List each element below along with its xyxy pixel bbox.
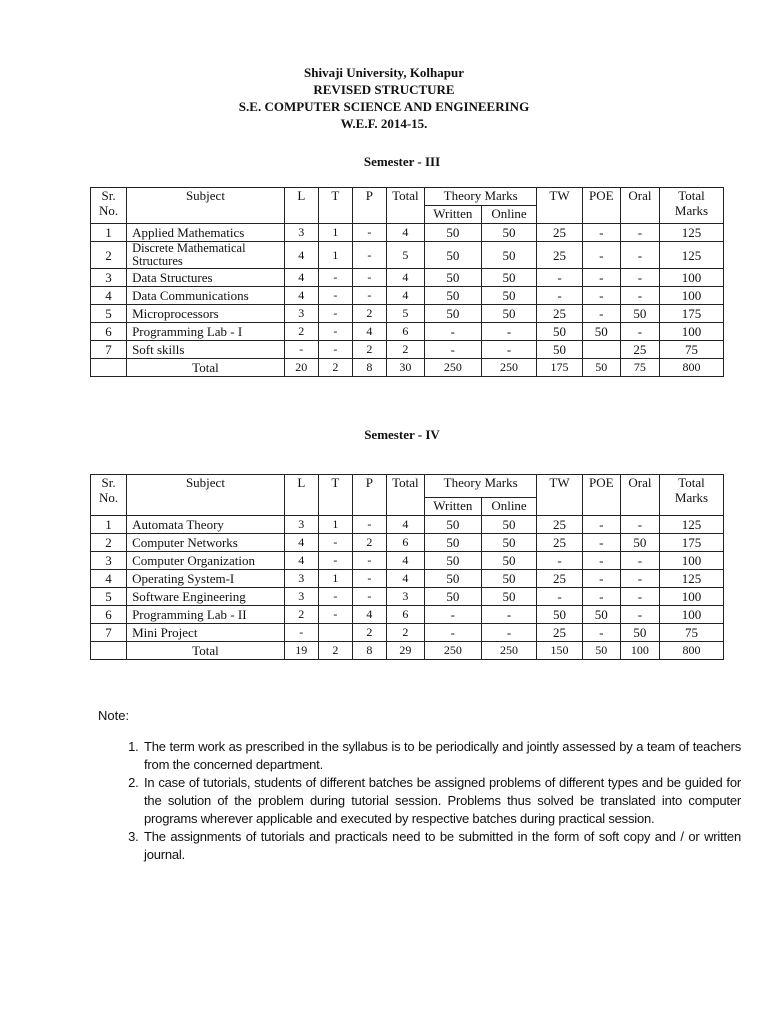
sr-cell: 1 bbox=[91, 516, 127, 534]
l-cell: 3 bbox=[284, 305, 318, 323]
oral-cell: 25 bbox=[620, 341, 659, 359]
p-cell: 2 bbox=[352, 624, 386, 642]
tw-cell: - bbox=[537, 588, 582, 606]
subject-cell: Data Structures bbox=[127, 269, 285, 287]
t-cell bbox=[318, 624, 352, 642]
p-cell: - bbox=[352, 224, 386, 242]
sr-cell: 5 bbox=[91, 305, 127, 323]
sr-no-header: Sr. No. bbox=[91, 188, 127, 224]
sr-cell: 6 bbox=[91, 323, 127, 341]
online-total: 250 bbox=[481, 359, 537, 377]
tw-cell: 25 bbox=[537, 534, 582, 552]
tw-cell: - bbox=[537, 269, 582, 287]
oral-cell: 50 bbox=[620, 534, 659, 552]
t-cell: - bbox=[318, 588, 352, 606]
poe-cell: - bbox=[582, 287, 620, 305]
l-cell: 4 bbox=[284, 552, 318, 570]
course-title: S.E. COMPUTER SCIENCE AND ENGINEERING bbox=[238, 99, 530, 114]
online-cell: 50 bbox=[481, 269, 537, 287]
sr-no-header: Sr. No. bbox=[91, 475, 127, 516]
note-label: Note: bbox=[98, 708, 130, 723]
t-total: 2 bbox=[318, 642, 352, 660]
total-header: Total bbox=[386, 188, 424, 224]
written-cell: 50 bbox=[424, 305, 481, 323]
note-item: 1. The term work as prescribed in the syllabus is to be periodically and jointly assessed by a team of teachers from the concerned department. bbox=[142, 738, 741, 774]
oral-cell: 50 bbox=[620, 305, 659, 323]
poe-header: POE bbox=[582, 475, 620, 516]
online-cell: 50 bbox=[481, 552, 537, 570]
subject-cell: Programming Lab - II bbox=[127, 606, 285, 624]
t-cell: 1 bbox=[318, 224, 352, 242]
sr-cell: 4 bbox=[91, 570, 127, 588]
theory-marks-header: Theory Marks bbox=[424, 475, 536, 498]
t-header: T bbox=[318, 188, 352, 224]
oral-cell: - bbox=[620, 552, 659, 570]
oral-cell: - bbox=[620, 516, 659, 534]
poe-total: 50 bbox=[582, 642, 620, 660]
online-cell: 50 bbox=[481, 224, 537, 242]
poe-cell: - bbox=[582, 516, 620, 534]
sr-cell: 1 bbox=[91, 224, 127, 242]
oral-cell: 50 bbox=[620, 624, 659, 642]
written-cell: 50 bbox=[424, 552, 481, 570]
total-cell: 6 bbox=[386, 606, 424, 624]
marks-cell: 125 bbox=[660, 224, 724, 242]
online-cell: - bbox=[481, 323, 537, 341]
table-row bbox=[91, 606, 724, 624]
table-row bbox=[91, 624, 724, 642]
marks-total: 800 bbox=[660, 642, 724, 660]
subject-cell: Automata Theory bbox=[127, 516, 285, 534]
oral-header: Oral bbox=[620, 188, 659, 224]
subject-header: Subject bbox=[127, 188, 285, 224]
l-header: L bbox=[284, 188, 318, 224]
l-cell: 3 bbox=[284, 588, 318, 606]
header-row bbox=[91, 188, 724, 206]
p-cell: - bbox=[352, 287, 386, 305]
written-cell: 50 bbox=[424, 287, 481, 305]
l-cell: 2 bbox=[284, 323, 318, 341]
l-cell: 2 bbox=[284, 606, 318, 624]
table-row bbox=[91, 287, 724, 305]
poe-cell: - bbox=[582, 624, 620, 642]
subject-cell: Computer Organization bbox=[127, 552, 285, 570]
p-header: P bbox=[352, 188, 386, 224]
subject-cell: Microprocessors bbox=[127, 305, 285, 323]
semester-iv-table bbox=[90, 474, 724, 660]
total-cell: 2 bbox=[386, 624, 424, 642]
t-cell: - bbox=[318, 305, 352, 323]
marks-cell: 75 bbox=[660, 624, 724, 642]
total-cell: 4 bbox=[386, 224, 424, 242]
p-total: 8 bbox=[352, 359, 386, 377]
poe-cell: - bbox=[582, 242, 620, 269]
p-cell: 4 bbox=[352, 606, 386, 624]
p-cell: - bbox=[352, 570, 386, 588]
table-row bbox=[91, 323, 724, 341]
t-cell: 1 bbox=[318, 242, 352, 269]
totals-row bbox=[91, 359, 724, 377]
oral-cell: - bbox=[620, 224, 659, 242]
poe-cell bbox=[582, 341, 620, 359]
oral-header: Oral bbox=[620, 475, 659, 516]
total-cell: 4 bbox=[386, 287, 424, 305]
marks-cell: 75 bbox=[660, 341, 724, 359]
written-cell: 50 bbox=[424, 588, 481, 606]
p-cell: 2 bbox=[352, 534, 386, 552]
tw-total: 175 bbox=[537, 359, 582, 377]
written-cell: 50 bbox=[424, 570, 481, 588]
online-header: Online bbox=[481, 206, 537, 224]
written-cell: - bbox=[424, 323, 481, 341]
p-cell: 4 bbox=[352, 323, 386, 341]
document-header bbox=[0, 64, 768, 132]
table-row bbox=[91, 570, 724, 588]
total-marks-header: Total Marks bbox=[660, 188, 724, 224]
subject-cell: Software Engineering bbox=[127, 588, 285, 606]
total-cell: 6 bbox=[386, 323, 424, 341]
poe-cell: 50 bbox=[582, 323, 620, 341]
poe-cell: - bbox=[582, 269, 620, 287]
table-row bbox=[91, 269, 724, 287]
written-cell: 50 bbox=[424, 534, 481, 552]
oral-cell: - bbox=[620, 323, 659, 341]
tw-cell: 25 bbox=[537, 242, 582, 269]
table-row bbox=[91, 588, 724, 606]
sr-cell bbox=[91, 642, 127, 660]
l-cell: - bbox=[284, 341, 318, 359]
note-item: 2. In case of tutorials, students of different batches be assigned problems of different types and be guided for the solution of the problem during tutorial session. Problems thus solved be translated into computer programs wherever applicable and executed by respective batches during practical session. bbox=[142, 774, 741, 828]
total-cell: 4 bbox=[386, 552, 424, 570]
tw-cell: 50 bbox=[537, 606, 582, 624]
p-cell: 2 bbox=[352, 305, 386, 323]
subject-cell: Computer Networks bbox=[127, 534, 285, 552]
online-cell: - bbox=[481, 341, 537, 359]
marks-cell: 175 bbox=[660, 534, 724, 552]
structure-title: REVISED STRUCTURE bbox=[313, 82, 455, 97]
marks-cell: 100 bbox=[660, 323, 724, 341]
written-cell: - bbox=[424, 624, 481, 642]
semester-iii-title: Semester - III bbox=[363, 154, 441, 169]
l-header: L bbox=[284, 475, 318, 516]
marks-cell: 125 bbox=[660, 516, 724, 534]
online-cell: 50 bbox=[481, 588, 537, 606]
marks-cell: 100 bbox=[660, 606, 724, 624]
oral-total: 75 bbox=[620, 359, 659, 377]
written-cell: 50 bbox=[424, 224, 481, 242]
table-row bbox=[91, 242, 724, 269]
l-cell: 3 bbox=[284, 224, 318, 242]
p-cell: - bbox=[352, 269, 386, 287]
marks-cell: 100 bbox=[660, 552, 724, 570]
online-cell: 50 bbox=[481, 242, 537, 269]
poe-header: POE bbox=[582, 188, 620, 224]
sr-cell: 4 bbox=[91, 287, 127, 305]
subject-cell: Programming Lab - I bbox=[127, 323, 285, 341]
table-row bbox=[91, 224, 724, 242]
marks-cell: 125 bbox=[660, 570, 724, 588]
subject-cell: Soft skills bbox=[127, 341, 285, 359]
total-cell: 6 bbox=[386, 534, 424, 552]
total-cell: 3 bbox=[386, 588, 424, 606]
marks-cell: 125 bbox=[660, 242, 724, 269]
l-cell: 3 bbox=[284, 516, 318, 534]
marks-cell: 175 bbox=[660, 305, 724, 323]
p-cell: - bbox=[352, 242, 386, 269]
total-cell: 2 bbox=[386, 341, 424, 359]
l-cell: 4 bbox=[284, 242, 318, 269]
table-row bbox=[91, 341, 724, 359]
totals-row bbox=[91, 642, 724, 660]
subject-cell: Data Communications bbox=[127, 287, 285, 305]
p-cell: - bbox=[352, 588, 386, 606]
sr-cell: 3 bbox=[91, 552, 127, 570]
total-cell: 5 bbox=[386, 305, 424, 323]
table-row bbox=[91, 534, 724, 552]
total-cell: 4 bbox=[386, 516, 424, 534]
t-cell: - bbox=[318, 269, 352, 287]
oral-cell: - bbox=[620, 242, 659, 269]
poe-cell: - bbox=[582, 305, 620, 323]
oral-cell: - bbox=[620, 570, 659, 588]
l-cell: 4 bbox=[284, 269, 318, 287]
written-cell: 50 bbox=[424, 242, 481, 269]
tw-cell: 50 bbox=[537, 341, 582, 359]
online-cell: 50 bbox=[481, 516, 537, 534]
note-item: 3. The assignments of tutorials and practicals need to be submitted in the form of soft copy and / or written journal. bbox=[142, 828, 741, 864]
sr-cell: 7 bbox=[91, 624, 127, 642]
theory-marks-header: Theory Marks bbox=[424, 188, 536, 206]
online-cell: 50 bbox=[481, 534, 537, 552]
total-label: Total bbox=[127, 359, 285, 377]
tw-cell: 25 bbox=[537, 224, 582, 242]
semester-iii-table bbox=[90, 187, 724, 377]
online-cell: - bbox=[481, 606, 537, 624]
online-cell: 50 bbox=[481, 287, 537, 305]
total-cell: 4 bbox=[386, 570, 424, 588]
t-cell: - bbox=[318, 552, 352, 570]
marks-cell: 100 bbox=[660, 287, 724, 305]
tw-cell: - bbox=[537, 552, 582, 570]
l-total: 19 bbox=[284, 642, 318, 660]
poe-total: 50 bbox=[582, 359, 620, 377]
hours-total: 30 bbox=[386, 359, 424, 377]
sr-cell: 2 bbox=[91, 242, 127, 269]
l-cell: 4 bbox=[284, 534, 318, 552]
written-total: 250 bbox=[424, 642, 481, 660]
poe-cell: 50 bbox=[582, 606, 620, 624]
written-cell: 50 bbox=[424, 269, 481, 287]
p-cell: - bbox=[352, 516, 386, 534]
t-header: T bbox=[318, 475, 352, 516]
t-total: 2 bbox=[318, 359, 352, 377]
subject-cell: Applied Mathematics bbox=[127, 224, 285, 242]
poe-cell: - bbox=[582, 552, 620, 570]
header-row bbox=[91, 475, 724, 498]
notes-list bbox=[114, 738, 741, 864]
total-cell: 4 bbox=[386, 269, 424, 287]
online-cell: - bbox=[481, 624, 537, 642]
p-cell: - bbox=[352, 552, 386, 570]
written-cell: - bbox=[424, 341, 481, 359]
t-cell: 1 bbox=[318, 516, 352, 534]
tw-cell: 25 bbox=[537, 570, 582, 588]
t-cell: 1 bbox=[318, 570, 352, 588]
written-header: Written bbox=[424, 206, 481, 224]
l-cell: 4 bbox=[284, 287, 318, 305]
t-cell: - bbox=[318, 323, 352, 341]
written-cell: - bbox=[424, 606, 481, 624]
poe-cell: - bbox=[582, 534, 620, 552]
t-cell: - bbox=[318, 606, 352, 624]
oral-cell: - bbox=[620, 606, 659, 624]
total-label: Total bbox=[127, 642, 285, 660]
marks-total: 800 bbox=[660, 359, 724, 377]
t-cell: - bbox=[318, 341, 352, 359]
total-cell: 5 bbox=[386, 242, 424, 269]
sr-cell: 2 bbox=[91, 534, 127, 552]
l-total: 20 bbox=[284, 359, 318, 377]
university-name: Shivaji University, Kolhapur bbox=[304, 65, 464, 80]
l-cell: 3 bbox=[284, 570, 318, 588]
tw-cell: 50 bbox=[537, 323, 582, 341]
hours-total: 29 bbox=[386, 642, 424, 660]
total-header: Total bbox=[386, 475, 424, 516]
online-header: Online bbox=[481, 498, 537, 516]
p-total: 8 bbox=[352, 642, 386, 660]
tw-header: TW bbox=[537, 475, 582, 516]
online-cell: 50 bbox=[481, 570, 537, 588]
subject-cell: Discrete Mathematical Structures bbox=[127, 242, 285, 269]
tw-cell: - bbox=[537, 287, 582, 305]
tw-cell: 25 bbox=[537, 624, 582, 642]
tw-cell: 25 bbox=[537, 516, 582, 534]
t-cell: - bbox=[318, 287, 352, 305]
marks-cell: 100 bbox=[660, 588, 724, 606]
table-row bbox=[91, 305, 724, 323]
poe-cell: - bbox=[582, 570, 620, 588]
sr-cell: 7 bbox=[91, 341, 127, 359]
table-row bbox=[91, 552, 724, 570]
oral-cell: - bbox=[620, 269, 659, 287]
sr-cell bbox=[91, 359, 127, 377]
written-header: Written bbox=[424, 498, 481, 516]
written-cell: 50 bbox=[424, 516, 481, 534]
subject-cell: Mini Project bbox=[127, 624, 285, 642]
written-total: 250 bbox=[424, 359, 481, 377]
tw-total: 150 bbox=[537, 642, 582, 660]
p-cell: 2 bbox=[352, 341, 386, 359]
effective-year: W.E.F. 2014-15. bbox=[340, 116, 428, 131]
online-cell: 50 bbox=[481, 305, 537, 323]
sr-cell: 3 bbox=[91, 269, 127, 287]
poe-cell: - bbox=[582, 588, 620, 606]
tw-cell: 25 bbox=[537, 305, 582, 323]
marks-cell: 100 bbox=[660, 269, 724, 287]
subject-header: Subject bbox=[127, 475, 285, 516]
table-row bbox=[91, 516, 724, 534]
semester-iv-title: Semester - IV bbox=[364, 427, 440, 442]
p-header: P bbox=[352, 475, 386, 516]
online-total: 250 bbox=[481, 642, 537, 660]
subject-cell: Operating System-I bbox=[127, 570, 285, 588]
tw-header: TW bbox=[537, 188, 582, 224]
sr-cell: 5 bbox=[91, 588, 127, 606]
t-cell: - bbox=[318, 534, 352, 552]
sr-cell: 6 bbox=[91, 606, 127, 624]
oral-total: 100 bbox=[620, 642, 659, 660]
oral-cell: - bbox=[620, 287, 659, 305]
l-cell: - bbox=[284, 624, 318, 642]
oral-cell: - bbox=[620, 588, 659, 606]
poe-cell: - bbox=[582, 224, 620, 242]
total-marks-header: Total Marks bbox=[660, 475, 724, 516]
